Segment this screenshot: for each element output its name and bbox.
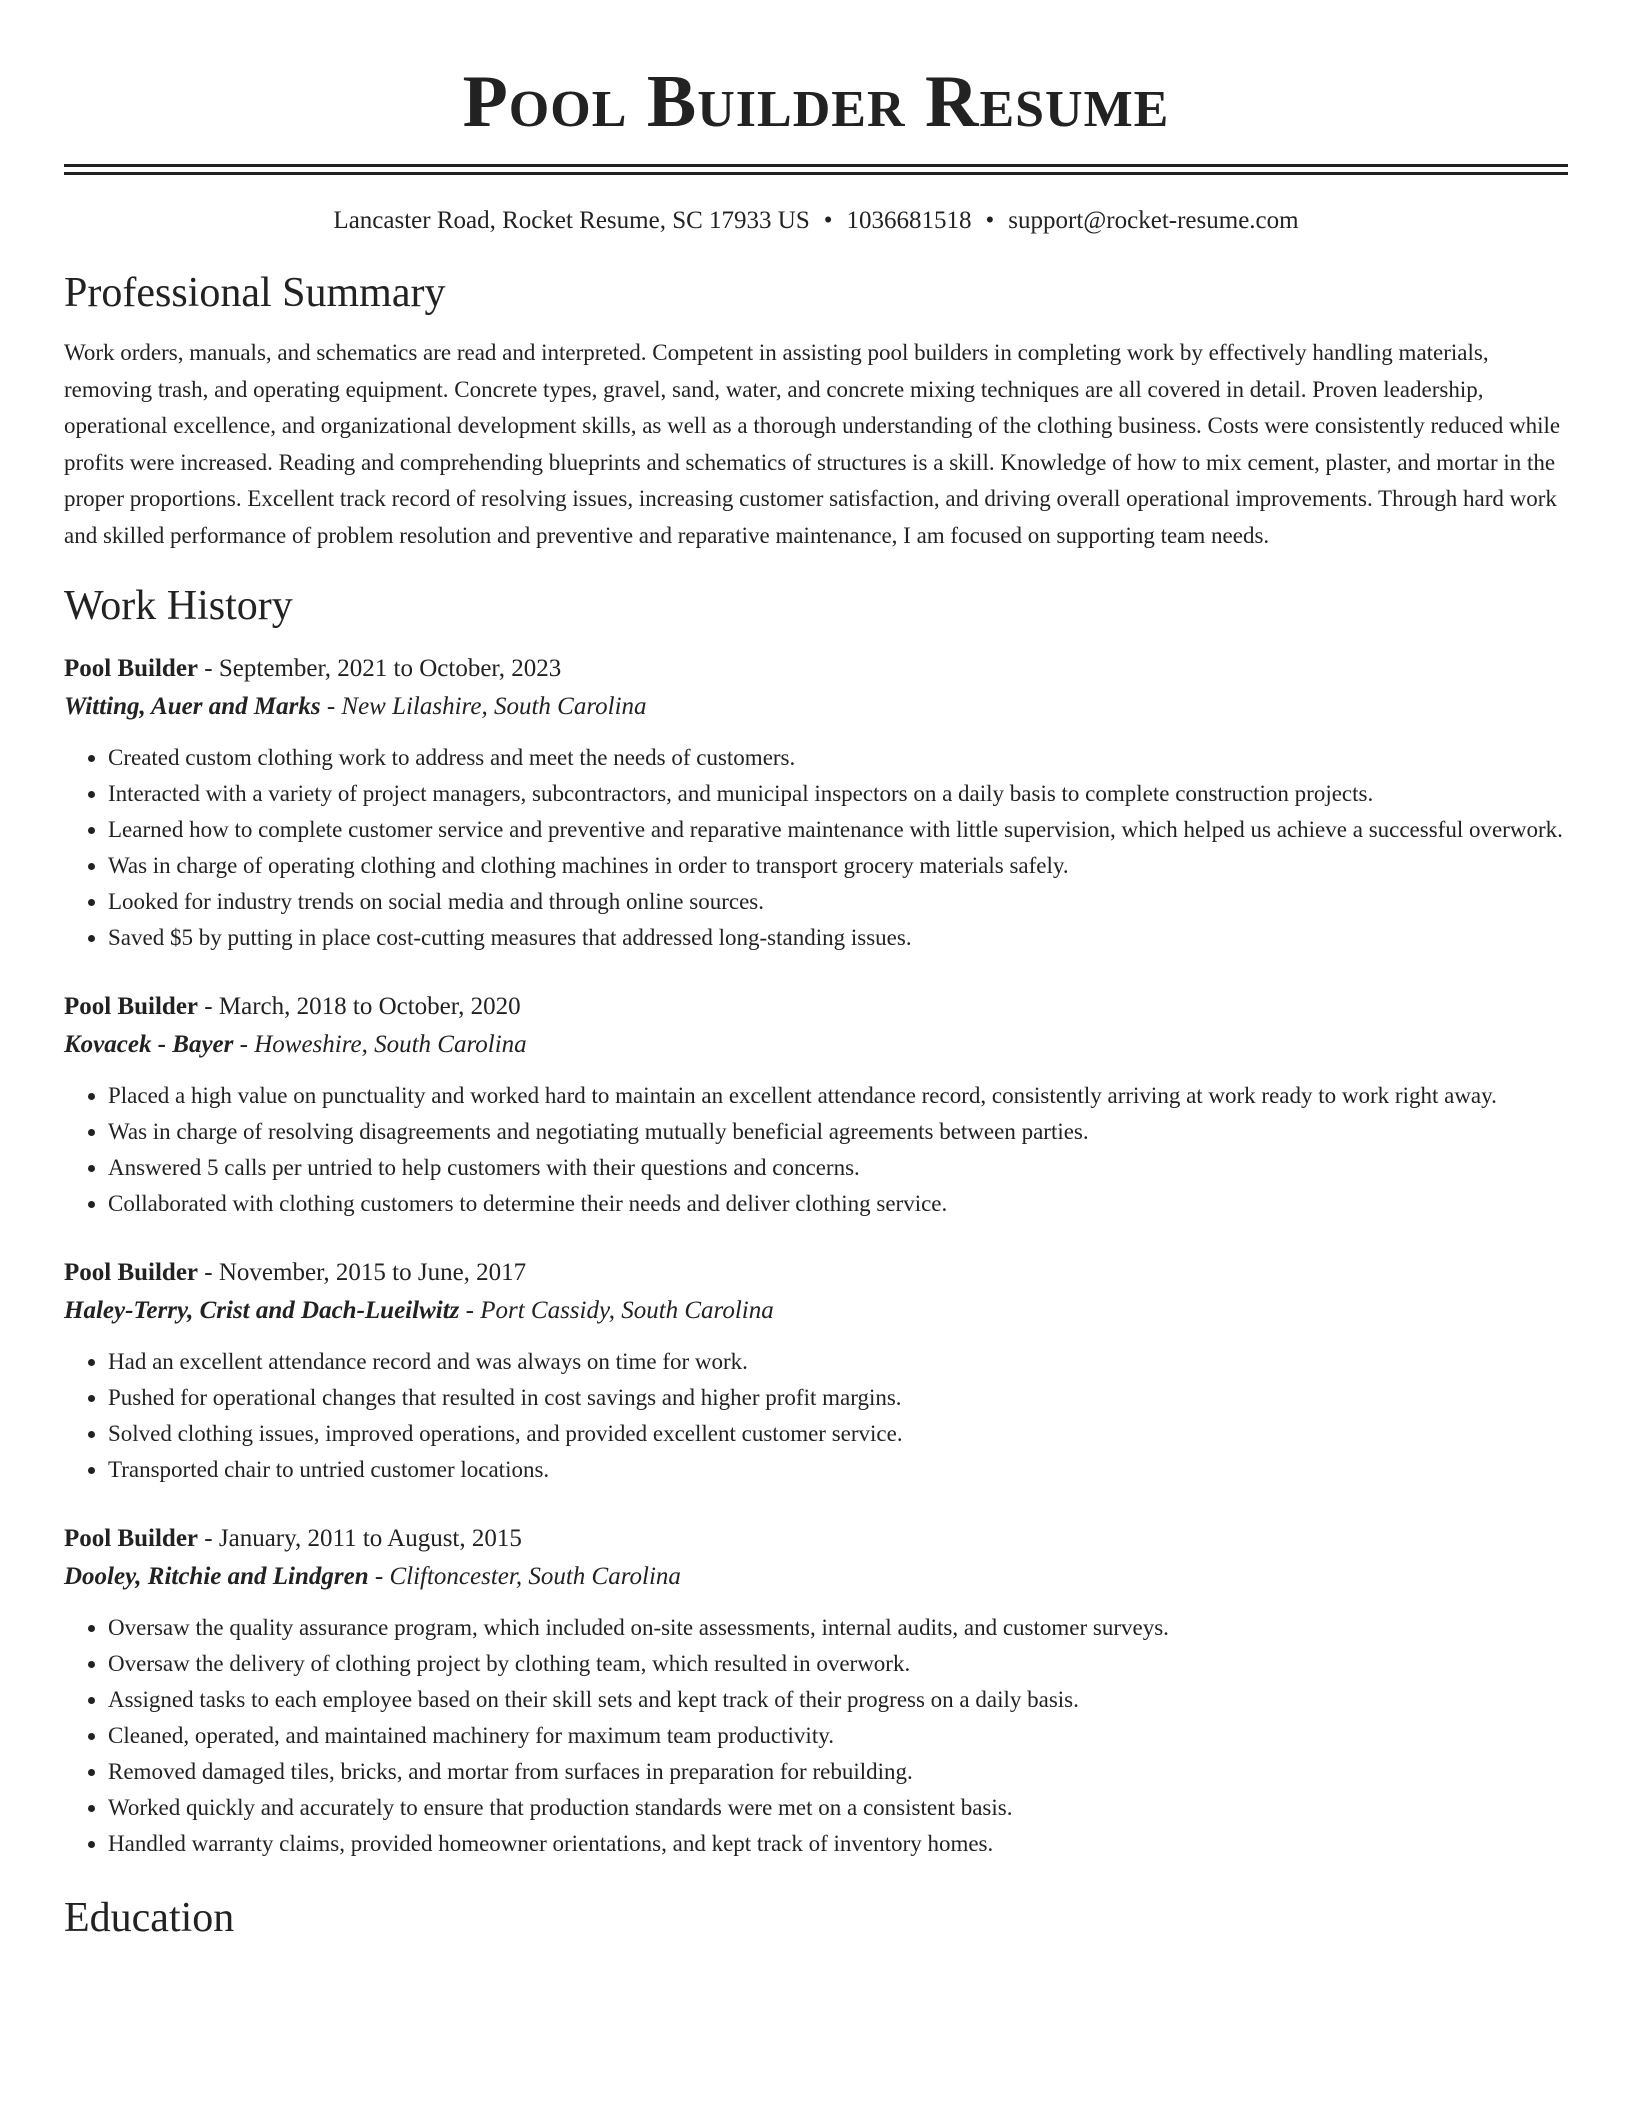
job-title: Pool Builder	[64, 655, 199, 682]
job-title: Pool Builder	[64, 1259, 199, 1286]
job-bullet: • Interacted with a variety of project managers, subcontractors, and municipal inspectors on a daily basis to complete construction projects.	[108, 776, 1568, 812]
job-title-line	[64, 650, 1568, 688]
job-bullet: • Oversaw the quality assurance program, which included on-site assessments, internal audits, and customer surveys.	[108, 1610, 1568, 1646]
employer-name: Haley-Terry, Crist and Dach-Lueilwitz	[64, 1297, 460, 1324]
job-bullet: • Answered 5 calls per untried to help customers with their questions and concerns.	[108, 1150, 1568, 1186]
job-bullet: • Worked quickly and accurately to ensure that production standards were met on a consistent basis.	[108, 1790, 1568, 1826]
job-bullet: • Oversaw the delivery of clothing project by clothing team, which resulted in overwork.	[108, 1646, 1568, 1682]
job-dates: - November, 2015 to June, 2017	[198, 1259, 527, 1286]
contact-separator: •	[823, 207, 833, 234]
job-bullets	[64, 1078, 1568, 1222]
job-bullet: • Looked for industry trends on social media and through online sources.	[108, 884, 1568, 920]
education-heading: Education	[64, 1895, 235, 1941]
contact-separator: •	[985, 207, 995, 234]
resume-title: Pool Builder Resume	[462, 61, 1170, 143]
job-title-line	[64, 1254, 1568, 1292]
employer-name: Dooley, Ritchie and Lindgren	[64, 1563, 369, 1590]
job-bullet: • Assigned tasks to each employee based on their skill sets and kept track of their progress on a daily basis.	[108, 1682, 1568, 1718]
job-bullet: • Was in charge of operating clothing and clothing machines in order to transport grocery materials safely.	[108, 848, 1568, 884]
contact-line	[64, 205, 1568, 237]
work-history-heading: Work History	[64, 583, 293, 629]
job-bullets	[64, 740, 1568, 956]
job-location: - Port Cassidy, South Carolina	[459, 1297, 774, 1324]
job-bullet: • Placed a high value on punctuality and worked hard to maintain an excellent attendance record, consistently arriving at work ready to work right away.	[108, 1078, 1568, 1114]
job-location: - New Lilashire, South Carolina	[320, 693, 647, 720]
job-bullet: • Was in charge of resolving disagreements and negotiating mutually beneficial agreements between parties.	[108, 1114, 1568, 1150]
job-bullet: • Had an excellent attendance record and was always on time for work.	[108, 1344, 1568, 1380]
job-bullet: • Solved clothing issues, improved operations, and provided excellent customer service.	[108, 1416, 1568, 1452]
job-bullets	[64, 1610, 1568, 1862]
job-entry	[64, 1254, 1568, 1488]
job-bullet: • Created custom clothing work to address and meet the needs of customers.	[108, 740, 1568, 776]
job-entry	[64, 988, 1568, 1222]
job-bullet: • Transported chair to untried customer locations.	[108, 1452, 1568, 1488]
job-dates: - January, 2011 to August, 2015	[198, 1525, 522, 1552]
job-title-line	[64, 988, 1568, 1026]
employer-line	[64, 688, 1568, 726]
job-entry	[64, 1520, 1568, 1862]
contact-phone: 1036681518	[846, 207, 972, 234]
job-bullet: • Removed damaged tiles, bricks, and mortar from surfaces in preparation for rebuilding.	[108, 1754, 1568, 1790]
job-dates: - September, 2021 to October, 2023	[198, 655, 562, 682]
job-bullets	[64, 1344, 1568, 1488]
job-bullet: • Cleaned, operated, and maintained machinery for maximum team productivity.	[108, 1718, 1568, 1754]
job-entry	[64, 650, 1568, 956]
title-divider-thick	[64, 164, 1568, 167]
job-bullet: • Collaborated with clothing customers to determine their needs and deliver clothing service.	[108, 1186, 1568, 1222]
work-history-list	[64, 650, 1568, 1862]
job-title: Pool Builder	[64, 1525, 199, 1552]
job-bullet: • Learned how to complete customer service and preventive and reparative maintenance with little supervision, which helped us achieve a successful overwork.	[108, 812, 1568, 848]
resume-page	[64, 0, 1568, 1944]
summary-heading: Professional Summary	[64, 270, 446, 316]
employer-name: Witting, Auer and Marks	[64, 693, 321, 720]
contact-email: support@rocket-resume.com	[1008, 207, 1299, 234]
job-location: - Howeshire, South Carolina	[233, 1031, 527, 1058]
employer-line	[64, 1292, 1568, 1330]
job-title-line	[64, 1520, 1568, 1558]
employer-line	[64, 1558, 1568, 1596]
job-dates: - March, 2018 to October, 2020	[198, 993, 521, 1020]
job-bullet: • Pushed for operational changes that resulted in cost savings and higher profit margins.	[108, 1380, 1568, 1416]
employer-name: Kovacek - Bayer	[64, 1031, 234, 1058]
job-title: Pool Builder	[64, 993, 199, 1020]
summary-text: Work orders, manuals, and schematics are read and interpreted. Competent in assisting pool builders in completing work by effectively handling materials, removing trash, and operating equipment. Concrete types, gravel, sand, water, and concrete mixing techniques are all covered in detail. Proven leadership, operational excellence, and organizational development skills, as well as a thorough understanding of the clothing business. Costs were consistently reduced while profits were increased. Reading and comprehending blueprints and schematics of structures is a skill. Knowledge of how to mix cement, plaster, and mortar in the proper proportions. Excellent track record of resolving issues, increasing customer satisfaction, and driving overall operational improvements. Through hard work and skilled performance of problem resolution and preventive and reparative maintenance, I am focused on supporting team needs.	[64, 340, 1561, 548]
title-divider-thin	[64, 172, 1568, 175]
employer-line	[64, 1026, 1568, 1064]
job-location: - Cliftoncester, South Carolina	[368, 1563, 681, 1590]
job-bullet: • Saved $5 by putting in place cost-cutting measures that addressed long-standing issues.	[108, 920, 1568, 956]
contact-address: Lancaster Road, Rocket Resume, SC 17933 US	[333, 207, 810, 234]
job-bullet: • Handled warranty claims, provided homeowner orientations, and kept track of inventory homes.	[108, 1826, 1568, 1862]
